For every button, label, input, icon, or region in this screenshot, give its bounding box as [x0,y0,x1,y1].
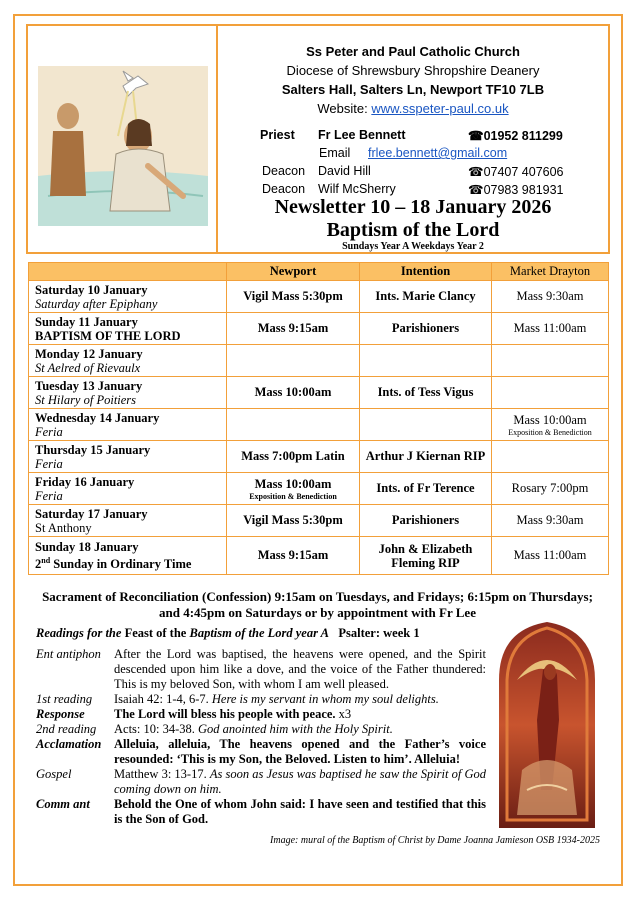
schedule-row [29,313,609,345]
entrance-text: After the Lord was baptised, the heavens were opened, and the Spirit descended upon him like a dove, and the voice of the Father thundered: This is my beloved Son, with whom I am well pleased. [114,647,486,691]
newport-mass: Mass 10:00am [254,385,332,399]
newport-note: Exposition & Benediction [249,491,337,501]
day-date: Sunday 18 January [35,539,139,554]
col-header-day [29,263,227,281]
deacon2-phone: ☎07983 981931 [468,183,564,197]
intention-cell [360,345,492,377]
schedule-day-cell [29,505,227,537]
response-text [114,707,486,722]
day-date: Tuesday 13 January [35,378,143,393]
diocese-line: Diocese of Shrewsbury Shropshire Deanery [286,63,540,78]
acclamation-text: Alleluia, alleluia, The heavens opened and the Father’s voice resounded: ‘This is my Son, the Beloved. Listen to him’. Alleluia! [114,737,486,766]
readings-section [36,626,486,827]
schedule-row [29,377,609,409]
newport-cell [227,505,360,537]
day-feast: Saturday after Epiphany [35,296,158,311]
schedule-day-cell [29,441,227,473]
first-reading-text [114,692,486,707]
psalter: Psalter: week 1 [338,626,420,640]
newport-mass: Mass 10:00am [254,476,332,491]
day-feast: Feria [35,456,63,471]
schedule-day-cell [29,409,227,441]
intention-cell: Ints. Marie Clancy [360,281,492,313]
communion-text: Behold the One of whom John said: I have seen and testified that this is the Son of God. [114,797,486,826]
day-date: Thursday 15 January [35,442,151,457]
day-feast: 2nd Sunday in Ordinary Time [35,555,192,572]
schedule-day-cell [29,281,227,313]
intention-cell: Parishioners [360,505,492,537]
second-reading-label: 2nd reading [36,722,97,736]
market-drayton-mass: Mass 9:30am [516,289,584,303]
day-date: Wednesday 14 January [35,410,160,425]
website-label: Website: [317,101,372,116]
newport-cell [227,345,360,377]
day-date: Monday 12 January [35,346,143,361]
day-feast: St Anthony [35,520,92,535]
day-feast: St Hilary of Poitiers [35,392,137,407]
market-drayton-cell [492,505,609,537]
reading-entrance [36,647,486,692]
market-drayton-cell [492,537,609,575]
schedule-day-cell [29,537,227,575]
year-line: Sundays Year A Weekdays Year 2 [342,241,484,252]
col-header-newport: Newport [227,263,360,281]
intention-cell: John & Elizabeth Fleming RIP [360,537,492,575]
entrance-label: Ent antiphon [36,647,101,661]
deacon1-phone: ☎07407 407606 [468,165,564,179]
market-drayton-mass: Mass 9:30am [516,513,584,527]
reading-response [36,707,486,722]
newport-cell [227,281,360,313]
schedule-day-cell [29,377,227,409]
market-drayton-mass: Mass 10:00am [513,412,587,427]
newsletter-header [26,24,610,254]
day-feast: St Aelred of Rievaulx [35,360,141,375]
reading-acclamation [36,737,486,767]
schedule-row [29,537,609,575]
intention-cell [360,409,492,441]
schedule-row [29,345,609,377]
readings-heading [36,626,486,641]
second-reading-quote: God anointed him with the Holy Spirit. [198,722,393,736]
newport-cell [227,409,360,441]
first-reading-quote: Here is my servant in whom my soul delights. [211,692,439,706]
newport-mass: Vigil Mass 5:30pm [243,513,343,527]
reconciliation-notice: Sacrament of Reconciliation (Confession) 9:15am on Tuesdays, and Fridays; 6:15pm on Thursdays; and 4:45pm on Saturdays or by appointment with Fr Lee [42,589,593,620]
newport-cell [227,313,360,345]
intention-cell: Arthur J Kiernan RIP [360,441,492,473]
schedule-row [29,473,609,505]
day-date: Sunday 11 January [35,314,138,329]
market-drayton-cell [492,473,609,505]
reading-gospel [36,767,486,797]
website-line [218,101,608,116]
schedule-day-cell [29,345,227,377]
schedule-row [29,441,609,473]
gospel-label: Gospel [36,767,72,781]
newsletter-title: Newsletter 10 – 18 January 2026 [274,196,552,218]
readings-heading-c: Baptism of the Lord [189,626,293,640]
response-label: Response [36,707,85,721]
reading-communion [36,797,486,827]
day-feast: Feria [35,488,63,503]
priest-phone: ☎01952 811299 [468,129,563,143]
intention-cell: Ints. of Fr Terence [360,473,492,505]
email-label: Email [319,146,351,160]
gospel-quote: As soon as Jesus was baptised he saw the Spirit of God coming down on him. [114,767,487,796]
address-line: Salters Hall, Salters Ln, Newport TF10 7LB [281,82,545,97]
market-drayton-mass: Mass 11:00am [513,321,587,335]
day-feast: BAPTISM OF THE LORD [35,328,181,343]
day-date: Saturday 10 January [35,282,148,297]
header-text-block [218,26,608,252]
deacon1-label: Deacon [262,164,306,178]
schedule-day-cell [29,473,227,505]
baptism-mural-image [497,620,597,830]
market-drayton-mass: Rosary 7:00pm [511,481,589,495]
feast-title: Baptism of the Lord [326,219,500,241]
newport-mass: Vigil Mass 5:30pm [243,289,343,303]
newport-cell [227,473,360,505]
newport-cell [227,377,360,409]
newport-mass: Mass 9:15am [257,548,329,562]
communion-label: Comm ant [36,797,90,811]
day-date: Friday 16 January [35,474,135,489]
mass-schedule-table [28,262,609,575]
intention-cell: Parishioners [360,313,492,345]
deacon1-name: David Hill [318,164,371,178]
market-drayton-mass: Mass 11:00am [513,548,587,562]
market-drayton-cell [492,313,609,345]
col-header-market-drayton: Market Drayton [492,263,609,281]
church-name: Ss Peter and Paul Catholic Church [306,44,520,59]
schedule-row [29,505,609,537]
col-header-intention: Intention [360,263,492,281]
reading-second [36,722,486,737]
deacon2-label: Deacon [262,182,306,196]
schedule-row [29,409,609,441]
day-date: Saturday 17 January [35,506,148,521]
schedule-row [29,281,609,313]
second-reading-ref: Acts: 10: 34-38. [114,722,195,736]
deacon2-name: Wilf McSherry [318,182,396,196]
schedule-header-row [29,263,609,281]
market-drayton-cell [492,377,609,409]
gospel-ref: Matthew 3: 13-17. [114,767,207,781]
gospel-text [114,767,486,797]
day-feast: Feria [35,424,63,439]
response-words: The Lord will bless his people with peace. [114,707,336,721]
intention-cell: Ints. of Tess Vigus [360,377,492,409]
market-drayton-cell [492,409,609,441]
readings-heading-b: Feast of the [121,626,190,640]
market-drayton-cell [492,345,609,377]
response-multiplier: x3 [338,707,352,721]
newport-mass: Mass 9:15am [257,321,329,335]
readings-heading-d: year A [292,626,329,640]
market-drayton-note: Exposition & Benediction [508,427,592,437]
market-drayton-cell [492,441,609,473]
priest-name: Fr Lee Bennett [318,128,406,142]
newport-cell [227,537,360,575]
second-reading-text [114,722,486,737]
email-link[interactable]: frlee.bennett@gmail.com [368,146,508,160]
market-drayton-cell [492,281,609,313]
website-link[interactable]: www.sspeter-paul.co.uk [371,101,509,116]
reading-first [36,692,486,707]
newport-cell [227,441,360,473]
image-credit: Image: mural of the Baptism of Christ by Dame Joanna Jamieson OSB 1934-2025 [270,835,600,846]
baptism-illustration [28,26,218,252]
first-reading-ref: Isaiah 42: 1-4, 6-7. [114,692,209,706]
first-reading-label: 1st reading [36,692,93,706]
readings-heading-a: Readings for the [36,626,122,640]
newport-mass: Mass 7:00pm Latin [241,449,345,463]
schedule-day-cell [29,313,227,345]
priest-label: Priest [260,128,295,142]
acclamation-label: Acclamation [36,737,102,751]
